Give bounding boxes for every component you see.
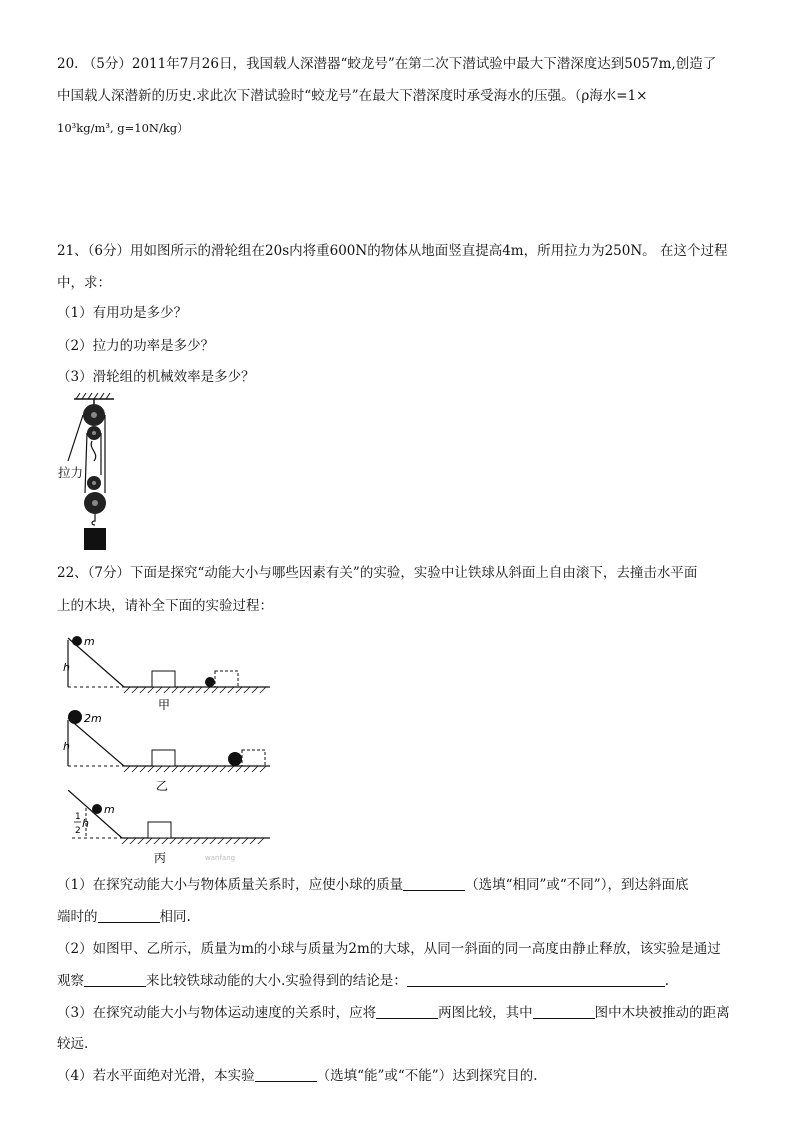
fig-b-height-label: h xyxy=(63,740,70,753)
q22-blank-3[interactable] xyxy=(84,972,146,987)
q22-p1-text-d: 相同. xyxy=(159,909,191,925)
q22-p3-text-c: 图中木块被推动的距离 xyxy=(594,1005,730,1021)
fig-a-mass-label: m xyxy=(84,635,95,648)
q22-p2-line2 xyxy=(57,971,669,991)
q22-p1-text-b: （选填“相同”或“不同”），到达斜面底 xyxy=(465,877,689,893)
incline-figure-a xyxy=(60,630,275,715)
q22-blank-6[interactable] xyxy=(533,1004,595,1019)
q22-line1: 22、（7分）下面是探究“动能大小与哪些因素有关”的实验，实验中让铁球从斜面上自由滚下，去撞击水平面 xyxy=(57,565,698,581)
fig-c-height-label: h xyxy=(82,817,89,830)
q22-p3-text-b: 两图比较，其中 xyxy=(438,1005,533,1021)
q20-line3: 10³kg/m³, g=10N/kg） xyxy=(57,121,189,135)
q21-sub1: （1）有用功是多少？ xyxy=(57,305,188,321)
q22-p3-line2: 较远. xyxy=(57,1036,89,1052)
fig-c-frac-num: 1 xyxy=(75,812,81,822)
q22-p2-text-d: . xyxy=(664,973,670,989)
q22-p1-line1 xyxy=(57,875,688,895)
q22-p1-text-c: 端时的 xyxy=(57,909,98,925)
q22-p3-line1 xyxy=(57,1003,730,1023)
q22-blank-7[interactable] xyxy=(255,1067,317,1082)
incline-figure-b xyxy=(60,708,275,793)
q22-blank-5[interactable] xyxy=(376,1004,438,1019)
q22-blank-1[interactable] xyxy=(403,876,465,891)
q22-p2-line1: （2）如图甲、乙所示，质量为m的小球与质量为2m的大球，从同一斜面的同一高度由静止释放，该实验是通过 xyxy=(57,941,721,957)
watermark: wanfang xyxy=(205,854,236,862)
q21-line2: 中，求： xyxy=(57,275,111,291)
q22-p1-line2 xyxy=(57,907,191,927)
q22-p4-text-b: （选填“能”或“不能”）达到探究目的. xyxy=(316,1068,538,1084)
q22-p4-text-a: （4）若水平面绝对光滑，本实验 xyxy=(57,1068,255,1084)
q22-p4-line1 xyxy=(57,1066,538,1086)
q22-p1-text-a: （1）在探究动能大小与物体质量关系时，应使小球的质量 xyxy=(57,877,404,893)
q22-p3-text-a: （3）在探究动能大小与物体运动速度的关系时，应将 xyxy=(57,1005,377,1021)
fig-c-mass-label: m xyxy=(104,803,115,816)
fig-b-caption: 乙 xyxy=(156,779,169,793)
incline-figure-c xyxy=(60,790,275,870)
q22-line2: 上的木块，请补全下面的实验过程： xyxy=(57,598,273,614)
pull-force-label: 拉力 xyxy=(58,465,84,480)
fig-a-caption: 甲 xyxy=(158,698,171,712)
q20-line1: 20. （5分）2011年7月26日，我国载人深潜器“蛟龙号”在第二次下潜试验中最大下潜深度达到5057m,创造了 xyxy=(57,56,717,72)
q22-p2-text-b: 观察 xyxy=(57,973,84,989)
q21-sub3: （3）滑轮组的机械效率是多少？ xyxy=(57,369,255,385)
q20-line2: 中国载人深潜新的历史.求此次下潜试验时“蛟龙号”在最大下潜深度时承受海水的压强。（ρ海水=1× xyxy=(57,88,648,104)
fig-b-mass-label: 2m xyxy=(84,712,102,725)
q22-p2-text-c: 来比较铁球动能的大小.实验得到的结论是： xyxy=(146,973,407,989)
q22-blank-2[interactable] xyxy=(98,908,160,923)
q21-sub2: （2）拉力的功率是多少？ xyxy=(57,338,215,354)
fig-c-caption: 丙 xyxy=(154,851,167,865)
fig-c-frac-den: 2 xyxy=(75,826,81,836)
q21-line1: 21、（6分）用如图所示的滑轮组在20s内将重600N的物体从地面竖直提高4m，所用拉力为250N。 在这个过程 xyxy=(57,243,728,259)
fig-a-height-label: h xyxy=(63,661,70,674)
q22-blank-4[interactable] xyxy=(407,972,665,987)
